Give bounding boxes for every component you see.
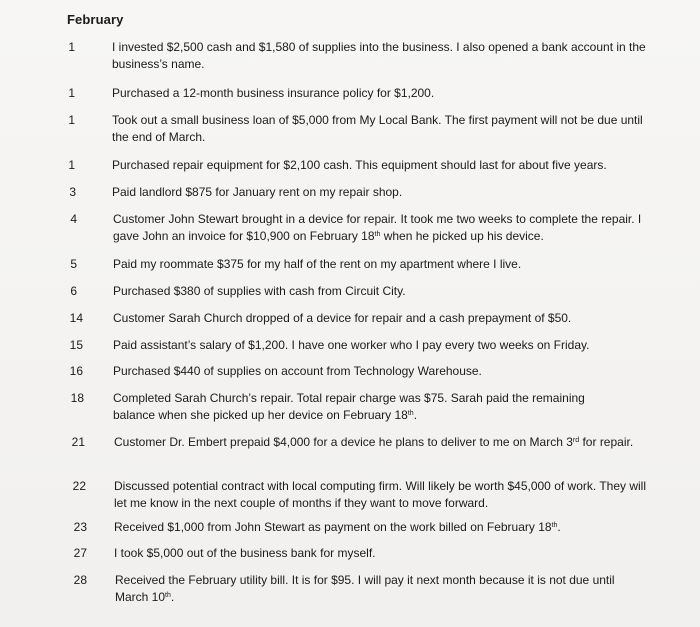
entry-day: 27 bbox=[73, 546, 87, 560]
entry-text: I took $5,000 out of the business bank for myself. bbox=[114, 546, 376, 560]
entry-day: 16 bbox=[69, 364, 83, 378]
entry-text-tail: for repair. bbox=[579, 435, 634, 449]
ordinal-suffix: th bbox=[165, 592, 171, 599]
entry-text-tail: . bbox=[413, 408, 418, 422]
entry-text: Customer Sarah Church dropped of a device for repair and a cash prepayment of $50. bbox=[113, 311, 572, 325]
entry-day: 28 bbox=[73, 573, 87, 587]
entry-text: Paid landlord $875 for January rent on my repair shop. bbox=[112, 185, 403, 199]
entry-text: Purchased a 12-month business insurance policy for $1,200. bbox=[112, 86, 435, 100]
entry-text-tail: . bbox=[557, 520, 561, 534]
ordinal-suffix: th bbox=[551, 522, 558, 529]
entry-day: 5 bbox=[70, 257, 77, 271]
ordinal-suffix: th bbox=[374, 231, 381, 238]
entry-text-tail: when he picked up his device. bbox=[380, 229, 544, 243]
entry-text: Discussed potential contract with local computing firm. Will likely be worth $45,000 of work. They will let me know in the next couple of months if they want to move forward. bbox=[114, 479, 646, 510]
entry-text bbox=[114, 519, 654, 536]
entry-text-main: Completed Sarah Church’s repair. Total repair charge was $75. Sarah paid the remaining balance when she picked up her device on February 18 bbox=[113, 391, 585, 422]
entry-text-main: Customer John Stewart brought in a device for repair. It took me two weeks to complete the repair. I gave John an invoice for $10,900 on February 18 bbox=[113, 212, 642, 243]
entry-day: 15 bbox=[69, 338, 83, 352]
entry-day: 6 bbox=[70, 284, 77, 298]
entry-day: 21 bbox=[71, 435, 85, 449]
entry-day: 1 bbox=[68, 113, 75, 127]
ordinal-suffix: rd bbox=[572, 437, 580, 444]
entry-text bbox=[113, 211, 653, 245]
entry-day: 1 bbox=[68, 40, 75, 54]
entry-text: Took out a small business loan of $5,000 from My Local Bank. The first payment will not be due until the end of March. bbox=[112, 113, 643, 144]
entry-day: 3 bbox=[69, 185, 76, 199]
entry-day: 23 bbox=[73, 520, 87, 534]
entry-day: 18 bbox=[70, 391, 84, 405]
entry-text bbox=[115, 572, 640, 606]
entry-day: 1 bbox=[68, 86, 75, 100]
entry-text-main: Received $1,000 from John Stewart as payment on the work billed on February 18 bbox=[114, 520, 552, 534]
entry-text-main: Received the February utility bill. It is for $95. I will pay it next month because it is not due until March 10 bbox=[115, 573, 615, 604]
entry-text bbox=[114, 434, 634, 451]
entry-text-tail: . bbox=[170, 590, 175, 604]
page-title: February bbox=[67, 12, 124, 27]
entry-text: Purchased repair equipment for $2,100 cash. This equipment should last for about five years. bbox=[112, 158, 607, 172]
entry-text-main: Customer Dr. Embert prepaid $4,000 for a device he plans to deliver to me on March 3 bbox=[114, 435, 573, 449]
entry-text: Paid my roommate $375 for my half of the rent on my apartment where I live. bbox=[113, 257, 522, 271]
entry-text: I invested $2,500 cash and $1,580 of supplies into the business. I also opened a bank account in the business’s name. bbox=[112, 40, 646, 71]
entry-day: 22 bbox=[72, 479, 86, 493]
entry-day: 4 bbox=[70, 212, 77, 226]
entry-text: Purchased $440 of supplies on account from Technology Warehouse. bbox=[113, 364, 482, 378]
entry-text bbox=[113, 390, 613, 424]
entry-text: Paid assistant’s salary of $1,200. I have one worker who I pay every two weeks on Friday. bbox=[113, 338, 590, 352]
ordinal-suffix: th bbox=[407, 410, 414, 417]
entry-day: 14 bbox=[69, 311, 83, 325]
entry-text: Purchased $380 of supplies with cash from Circuit City. bbox=[113, 284, 406, 298]
entry-day: 1 bbox=[68, 158, 75, 172]
